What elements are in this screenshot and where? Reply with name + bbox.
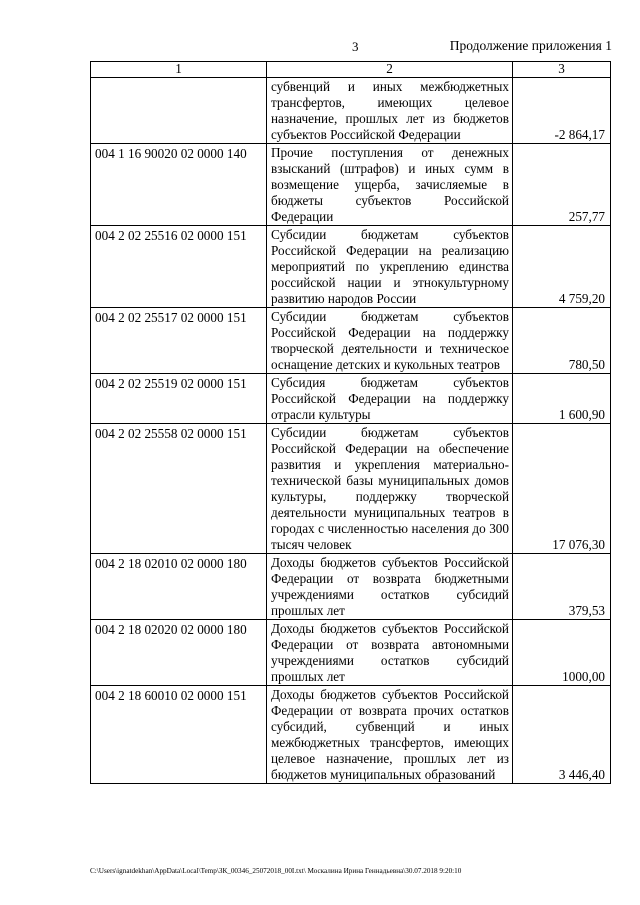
row-code: 004 2 02 25558 02 0000 151 — [91, 424, 267, 554]
row-amount: 4 759,20 — [513, 226, 611, 308]
row-amount: 257,77 — [513, 144, 611, 226]
page-number: 3 — [352, 39, 359, 54]
row-description: Субсидии бюджетам субъектов Российской Федерации на реализацию мероприятий по укреплению единства российской нации и этнокультурному развитию народов России — [267, 226, 513, 308]
row-description: Доходы бюджетов субъектов Российской Федерации от возврата прочих остатков субсидий, субвенций и иных межбюджетных трансфертов, имеющих целевое назначение, прошлых лет из бюджетов муниципальных образований — [267, 686, 513, 784]
budget-table — [90, 61, 611, 784]
row-code: 004 1 16 90020 02 0000 140 — [91, 144, 267, 226]
row-description: Доходы бюджетов субъектов Российской Федерации от возврата автономными учреждениями остатков субсидий прошлых лет — [267, 620, 513, 686]
row-description: Субсидии бюджетам субъектов Российской Федерации на обеспечение развития и укрепления материально-технической базы муниципальных домов культуры, поддержку творческой деятельности муниципальных театров в городах с численностью населения до 300 тысяч человек — [267, 424, 513, 554]
table-row — [91, 424, 611, 554]
row-description: Субсидии бюджетам субъектов Российской Федерации на поддержку творческой деятельности и техническое оснащение детских и кукольных театров — [267, 308, 513, 374]
table-row — [91, 374, 611, 424]
row-code: 004 2 02 25516 02 0000 151 — [91, 226, 267, 308]
row-amount: -2 864,17 — [513, 78, 611, 144]
column-header-3: 3 — [513, 62, 611, 78]
row-code — [91, 78, 267, 144]
file-path-footer: C:\Users\ignatdekhan\AppData\Local\Temp\ЗК_00346_25072018_00I.txt\ Москалина Ирина Геннадьевна\30.07.2018 9:20:10 — [90, 867, 462, 875]
column-header-1: 1 — [91, 62, 267, 78]
table-row — [91, 686, 611, 784]
row-description: Субсидия бюджетам субъектов Российской Федерации на поддержку отрасли культуры — [267, 374, 513, 424]
row-amount: 1000,00 — [513, 620, 611, 686]
row-amount: 1 600,90 — [513, 374, 611, 424]
row-code: 004 2 02 25519 02 0000 151 — [91, 374, 267, 424]
row-code: 004 2 18 02020 02 0000 180 — [91, 620, 267, 686]
row-code: 004 2 02 25517 02 0000 151 — [91, 308, 267, 374]
table-row — [91, 554, 611, 620]
row-code: 004 2 18 60010 02 0000 151 — [91, 686, 267, 784]
column-header-2: 2 — [267, 62, 513, 78]
row-amount: 3 446,40 — [513, 686, 611, 784]
row-code: 004 2 18 02010 02 0000 180 — [91, 554, 267, 620]
table-row — [91, 308, 611, 374]
row-description: Прочие поступления от денежных взысканий (штрафов) и иных сумм в возмещение ущерба, зачисляемые в бюджеты субъектов Российской Федерации — [267, 144, 513, 226]
row-description: субвенций и иных межбюджетных трансфертов, имеющих целевое назначение, прошлых лет из бюджетов субъектов Российской Федерации — [267, 78, 513, 144]
table-row — [91, 144, 611, 226]
row-amount: 780,50 — [513, 308, 611, 374]
table-row — [91, 78, 611, 144]
continuation-label: Продолжение приложения 1 — [449, 38, 612, 53]
table-header-row — [91, 62, 611, 78]
row-amount: 17 076,30 — [513, 424, 611, 554]
table-row — [91, 620, 611, 686]
table-row — [91, 226, 611, 308]
row-description: Доходы бюджетов субъектов Российской Федерации от возврата бюджетными учреждениями остатков субсидий прошлых лет — [267, 554, 513, 620]
row-amount: 379,53 — [513, 554, 611, 620]
